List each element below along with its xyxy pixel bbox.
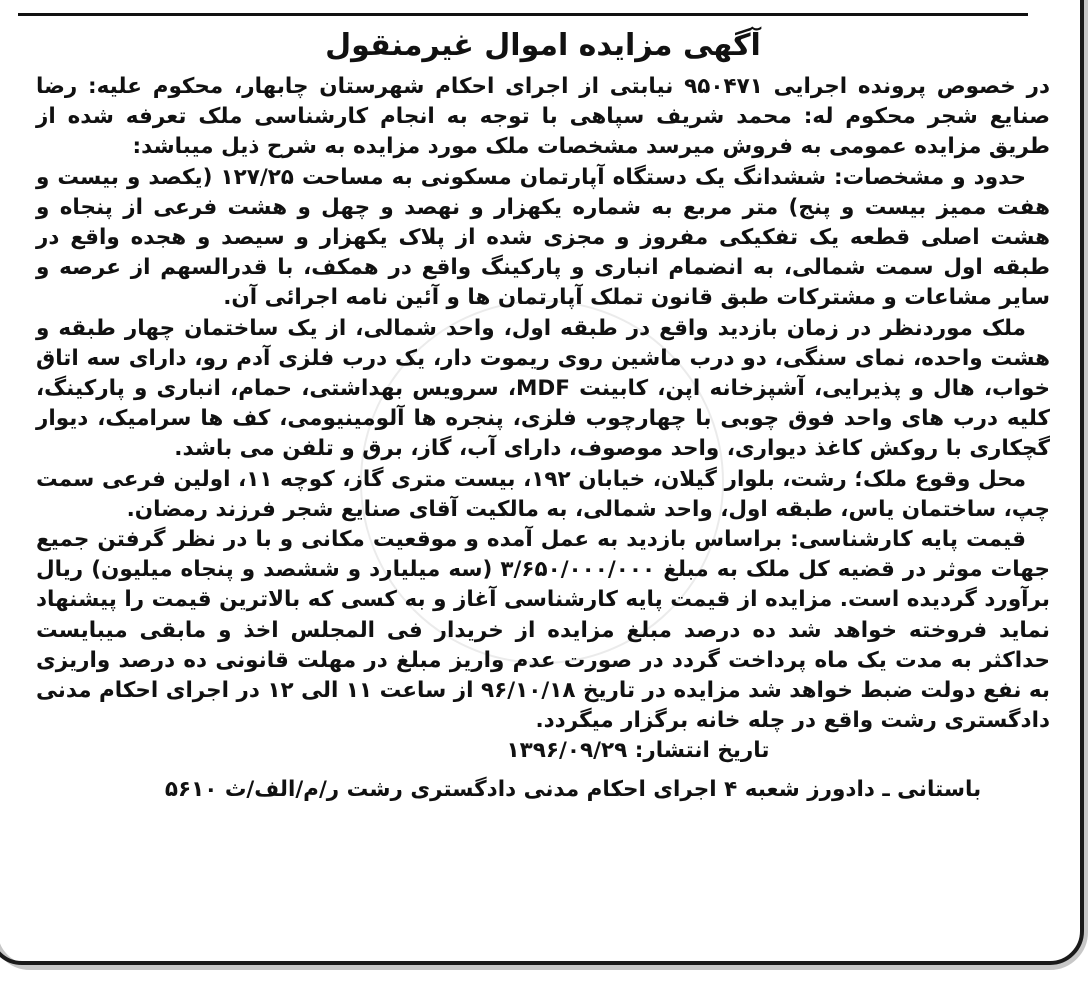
notice-title: آگهی مزایده اموال غیرمنقول — [325, 28, 761, 63]
specs-paragraph: حدود و مشخصات: ششدانگ یک دستگاه آپارتمان مسکونی به مساحت ۱۲۷/۲۵ (یکصد و بیست و هفت ممیز بیست و پنج) متر مربع به شماره یکهزار و نهصد و چهل و هشت فرعی از پنجاه و هشت اصلی قطعه یک تفکیکی مفروز و مجزی شده از پلاک یکهزار و سیصد و هجده واقع در طبقه اول سمت شمالی، به انضمام انباری و پارکینگ واقع در همکف، با قدرالسهم از عرصه و سایر مشاعات و مشترکات طبق قانون تملک آپارتمان ها و آئین نامه اجرائی آن. — [36, 164, 1050, 311]
top-rule — [18, 13, 1028, 16]
signature-footer: باستانی ـ دادورز شعبه ۴ اجرای احکام مدنی دادگستری رشت ر/م/الف/ث ۵۶۱۰ — [164, 776, 982, 802]
notice-content — [36, 24, 1050, 805]
location-paragraph: محل وقوع ملک؛ رشت، بلوار گیلان، خیابان ۱۹۲، بیست متری گاز، کوچه ۱۱، اولین فرعی سمت چپ، ساختمان یاس، طبقه اول، واحد شمالی، به مالکیت آقای صنایع شجر فرزند رمضان. — [36, 466, 1050, 522]
description-paragraph: ملک موردنظر در زمان بازدید واقع در طبقه اول، واحد شمالی، از یک ساختمان چهار طبقه و هشت واحده، نمای سنگی، دو درب ماشین روی ریموت دار، یک درب فلزی آدم رو، دارای سه اتاق خواب، هال و پذیرایی، آشپزخانه اپن، کابینت MDF، سرویس بهداشتی، حمام، انباری و پارکینگ، کلیه درب های واحد فوق چوبی با چهارچوب فلزی، پنجره ها آلومینیومی، کف ها سرامیک، دیوار گچکاری با روکش کاغذ دیواری، واحد موصوف، دارای آب، گاز، برق و تلفن می باشد. — [36, 315, 1050, 462]
intro-paragraph: در خصوص پرونده اجرایی ۹۵۰۴۷۱ نیابتی از اجرای احکام شهرستان چابهار، محکوم علیه: رضا صنایع شجر محکوم له: محمد شریف سپاهی با توجه به انجام کارشناسی ملک تعرفه شده از طریق مزایده عمومی به فروش میرسد مشخصات ملک مورد مزایده به شرح ذیل میباشد: — [36, 74, 1050, 160]
publish-date: تاریخ انتشار: ۱۳۹۶/۰۹/۲۹ — [506, 738, 770, 764]
price-paragraph: قیمت پایه کارشناسی: براساس بازدید به عمل آمده و موقعیت مکانی و با در نظر گرفتن جمیع جهات موثر در قضیه کل ملک به مبلغ ۳/۶۵۰/۰۰۰/۰۰۰ (سه میلیارد و ششصد و پنجاه میلیون) ریال برآورد گردیده است. مزایده از قیمت پایه کارشناسی آغاز و به کسی که بالاترین قیمت را پیشنهاد نماید فروخته خواهد شد ده درصد مبلغ مزایده از خریدار فی المجلس اخذ و مابقی میبایست حداکثر به مدت یک ماه پرداخت گردد در صورت عدم واریز مبلغ در مهلت قانونی ده درصد واریزی به نفع دولت ضبط خواهد شد مزایده در تاریخ ۹۶/۱۰/۱۸ از ساعت ۱۱ الی ۱۲ در اجرای احکام مدنی دادگستری رشت واقع در چله خانه برگزار میگردد. — [36, 527, 1050, 734]
